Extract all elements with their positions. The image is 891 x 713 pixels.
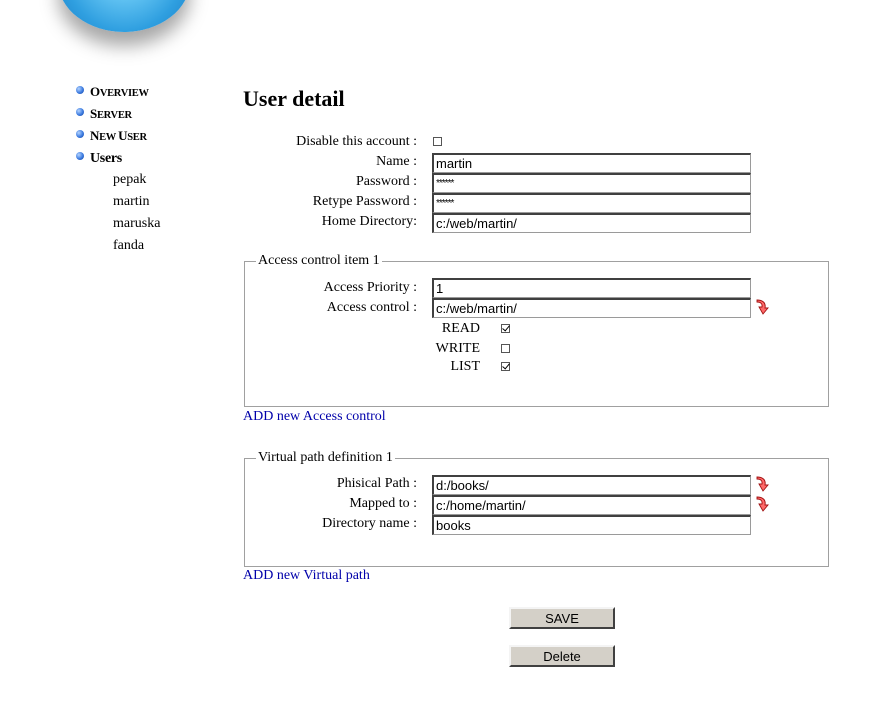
nav-server[interactable]: SERVER — [76, 104, 149, 126]
phisical-path-label: Phisical Path : — [336, 476, 417, 491]
mapped-to-label: Mapped to : — [349, 496, 417, 511]
access-control-label: Access control : — [326, 300, 417, 315]
retype-password-input[interactable] — [432, 193, 751, 213]
write-checkbox[interactable] — [501, 344, 510, 353]
list-label: LIST — [450, 359, 480, 374]
access-priority-input[interactable] — [432, 278, 751, 298]
bullet-icon — [76, 152, 84, 160]
directory-name-label: Directory name : — [322, 516, 417, 531]
red-arrow-icon[interactable] — [755, 495, 771, 513]
directory-name-input[interactable] — [432, 515, 751, 535]
add-access-control-link[interactable]: ADD new Access control — [243, 409, 386, 424]
page-title: User detail — [243, 86, 345, 111]
retype-password-label: Retype Password : — [312, 194, 417, 209]
nav-overview[interactable]: OVERVIEW — [76, 82, 149, 104]
mapped-to-input[interactable] — [432, 495, 751, 515]
virtual-path-legend: Virtual path definition 1 — [258, 450, 393, 465]
user-list-item[interactable]: martin — [113, 194, 150, 209]
home-directory-input[interactable] — [432, 213, 751, 233]
disable-account-label: Disable this account : — [296, 134, 417, 149]
read-label: READ — [441, 321, 480, 336]
nav-users[interactable]: Users — [76, 148, 149, 170]
delete-button[interactable]: Delete — [509, 645, 615, 667]
user-list-item[interactable]: maruska — [113, 216, 161, 231]
user-list-item[interactable]: fanda — [113, 238, 145, 253]
save-button[interactable]: SAVE — [509, 607, 615, 629]
phisical-path-input[interactable] — [432, 475, 751, 495]
user-list-item[interactable]: pepak — [113, 172, 147, 187]
bullet-icon — [76, 108, 84, 116]
access-control-legend: Access control item 1 — [258, 253, 380, 268]
read-checkbox[interactable] — [501, 324, 510, 333]
red-arrow-icon[interactable] — [755, 298, 771, 316]
list-checkbox[interactable] — [501, 362, 510, 371]
user-list — [113, 170, 160, 258]
disable-account-checkbox[interactable] — [433, 137, 442, 146]
home-directory-label: Home Directory: — [321, 214, 417, 229]
name-input[interactable] — [432, 153, 751, 173]
sidebar-nav — [76, 82, 149, 170]
password-input[interactable] — [432, 173, 751, 193]
access-priority-label: Access Priority : — [323, 280, 417, 295]
access-control-input[interactable] — [432, 298, 751, 318]
password-label: Password : — [355, 174, 417, 189]
write-label: WRITE — [435, 341, 480, 356]
add-virtual-path-link[interactable]: ADD new Virtual path — [243, 568, 370, 583]
name-label: Name : — [376, 154, 417, 169]
bullet-icon — [76, 86, 84, 94]
nav-new-user[interactable]: NEW USER — [76, 126, 149, 148]
red-arrow-icon[interactable] — [755, 475, 771, 493]
bullet-icon — [76, 130, 84, 138]
globe-logo — [58, 0, 190, 32]
